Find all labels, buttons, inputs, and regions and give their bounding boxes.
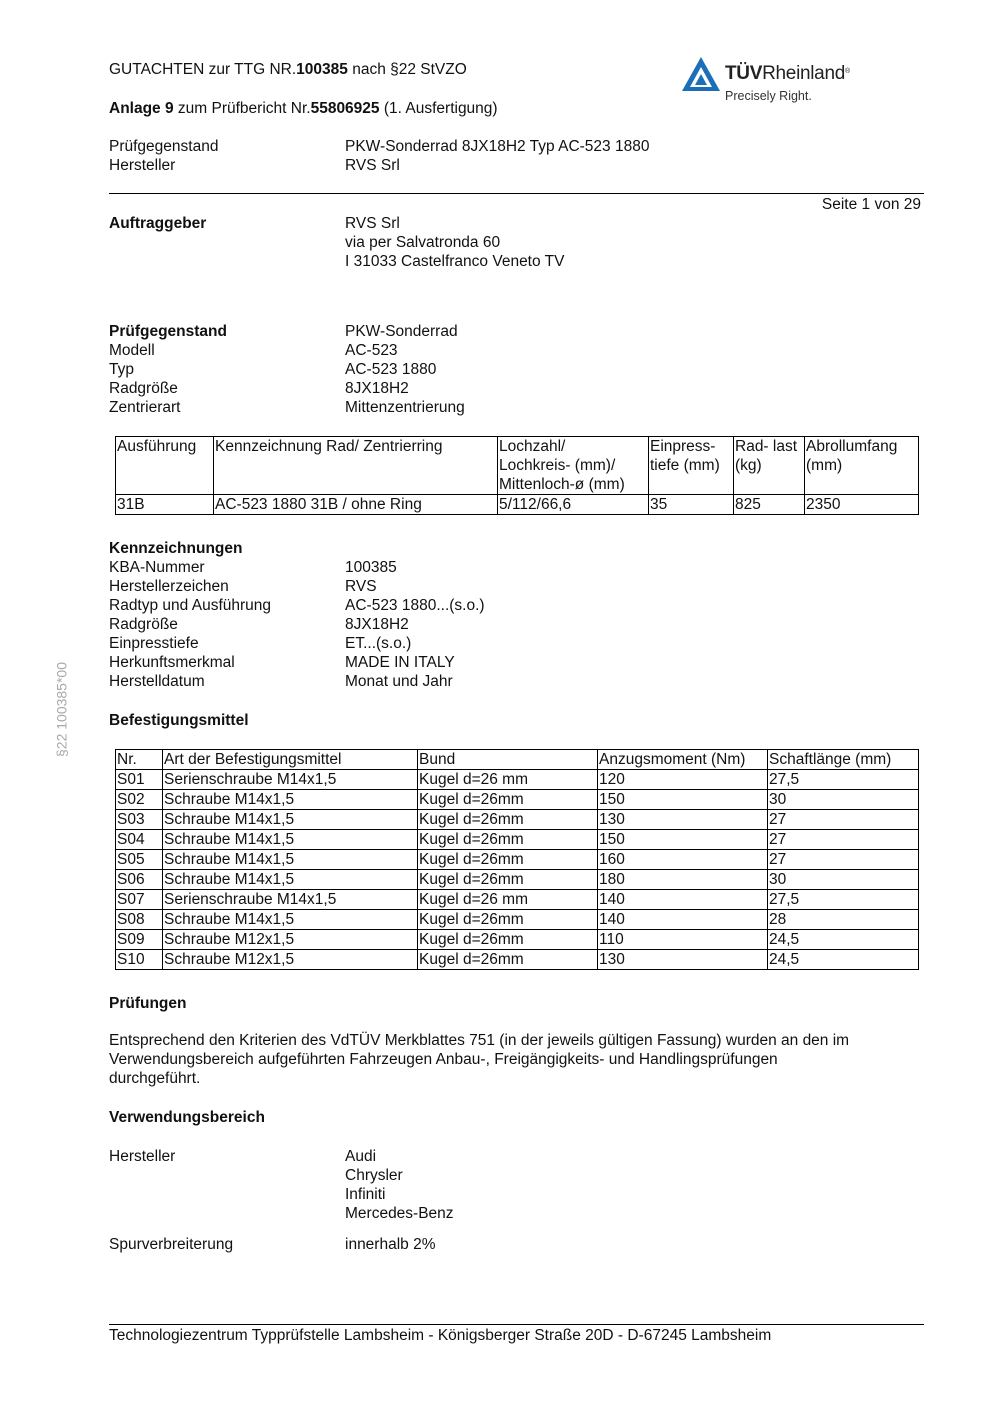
auftraggeber-address: [345, 214, 564, 271]
auftraggeber-block: [109, 214, 564, 271]
table-cell: S06: [116, 870, 163, 890]
spec-label: Radgröße: [109, 380, 178, 397]
table-cell: 27: [768, 810, 919, 830]
marking-value: 8JX18H2: [345, 616, 409, 633]
title-prefix: GUTACHTEN zur TTG NR.: [109, 61, 297, 78]
table-cell: 120: [598, 770, 768, 790]
side-stamp: §22 100385*00: [53, 662, 70, 757]
marking-value: ET...(s.o.): [345, 635, 412, 652]
table-row: [116, 870, 919, 890]
table-header-cell: Einpress- tiefe (mm): [649, 437, 734, 495]
marking-label: Herstelldatum: [109, 673, 205, 690]
table-header-cell: Schaftlänge (mm): [768, 750, 919, 770]
table-row: [116, 950, 919, 970]
table-cell: S10: [116, 950, 163, 970]
table-cell: S09: [116, 930, 163, 950]
header-hersteller-label: Hersteller: [109, 157, 176, 174]
table-header-row: [116, 437, 919, 495]
kennzeichnungen-block: [109, 539, 485, 691]
table-cell: 24,5: [768, 950, 919, 970]
table-row: [116, 830, 919, 850]
spec-label: Zentrierart: [109, 399, 181, 416]
table-cell: Schraube M14x1,5: [163, 850, 418, 870]
table-row: [116, 770, 919, 790]
registered-mark: ®: [844, 68, 850, 75]
paragraph-line: durchgeführt.: [109, 1070, 201, 1087]
address-line: via per Salvatronda 60: [345, 234, 501, 251]
paragraph-line: Verwendungsbereich aufgeführten Fahrzeugen Anbau-, Freigängigkeits- und Handlingsprüfungen: [109, 1051, 778, 1068]
table-row: [116, 810, 919, 830]
table-cell: 5/112/66,6: [498, 495, 649, 515]
table-cell: S01: [116, 770, 163, 790]
table-cell: Schraube M14x1,5: [163, 790, 418, 810]
header-hersteller-value: RVS Srl: [345, 157, 400, 174]
table-header-cell: Art der Befestigungsmittel: [163, 750, 418, 770]
marking-value: AC-523 1880...(s.o.): [345, 597, 485, 614]
page-number: Seite 1 von 29: [821, 196, 921, 213]
footer-divider: [109, 1324, 924, 1325]
table-cell: 30: [768, 790, 919, 810]
anlage-line: [109, 99, 498, 118]
table-row: [116, 495, 919, 515]
verwendungsbereich-title: Verwendungsbereich: [109, 1109, 265, 1126]
table-cell: S03: [116, 810, 163, 830]
spur-value: innerhalb 2%: [345, 1236, 436, 1253]
table-cell: 2350: [805, 495, 919, 515]
table-cell: Kugel d=26 mm: [418, 770, 598, 790]
spec-value: AC-523 1880: [345, 361, 437, 378]
marking-label: KBA-Nummer: [109, 559, 205, 576]
kennzeichnungen-title: Kennzeichnungen: [109, 540, 243, 557]
table-cell: 825: [734, 495, 805, 515]
header-pruefgegenstand-label: Prüfgegenstand: [109, 138, 219, 155]
table-row: [116, 890, 919, 910]
table-cell: S02: [116, 790, 163, 810]
table-header-cell: Anzugsmoment (Nm): [598, 750, 768, 770]
table-cell: S07: [116, 890, 163, 910]
table-cell: 27: [768, 850, 919, 870]
table-header-cell: Kennzeichnung Rad/ Zentrierring: [214, 437, 498, 495]
table-cell: Kugel d=26mm: [418, 790, 598, 810]
table-cell: Kugel d=26 mm: [418, 890, 598, 910]
spec-value: PKW-Sonderrad: [345, 323, 458, 340]
anlage-mid: zum Prüfbericht Nr.: [173, 100, 311, 117]
pruefbericht-number: 55806925: [310, 100, 380, 117]
table-row: [116, 930, 919, 950]
footer-text: Technologiezentrum Typprüfstelle Lambsheim - Königsberger Straße 20D - D-67245 Lambsheim: [109, 1327, 772, 1344]
list-item: Mercedes-Benz: [345, 1205, 454, 1222]
ttg-number: 100385: [296, 61, 348, 78]
table-cell: 27,5: [768, 890, 919, 910]
table-cell: 130: [598, 950, 768, 970]
table-header-cell: Ausführung: [116, 437, 214, 495]
marking-label: Herstellerzeichen: [109, 578, 229, 595]
list-item: Audi: [345, 1148, 377, 1165]
table-cell: Kugel d=26mm: [418, 870, 598, 890]
list-item: Infiniti: [345, 1186, 386, 1203]
pruefgegenstand-block: [109, 322, 465, 417]
spurverbreiterung-row: [109, 1235, 435, 1254]
report-title-line: [109, 60, 467, 79]
table-cell: Kugel d=26mm: [418, 930, 598, 950]
pruefungen-text: [109, 1031, 929, 1088]
table-cell: Kugel d=26mm: [418, 810, 598, 830]
table-cell: 140: [598, 890, 768, 910]
table-cell: 160: [598, 850, 768, 870]
spur-label: Spurverbreiterung: [109, 1236, 234, 1253]
marking-value: 100385: [345, 559, 397, 576]
pruefungen-title: Prüfungen: [109, 995, 187, 1012]
table-cell: 31B: [116, 495, 214, 515]
table-cell: 150: [598, 830, 768, 850]
marking-label: Herkunftsmerkmal: [109, 654, 235, 671]
table-cell: Kugel d=26mm: [418, 950, 598, 970]
table-row: [116, 910, 919, 930]
marking-value: Monat und Jahr: [345, 673, 453, 690]
address-line: RVS Srl: [345, 215, 400, 232]
table-cell: 140: [598, 910, 768, 930]
spec-label: Prüfgegenstand: [109, 323, 227, 340]
address-line: I 31033 Castelfranco Veneto TV: [345, 253, 565, 270]
hersteller-label: Hersteller: [109, 1148, 176, 1165]
table-cell: 110: [598, 930, 768, 950]
befestigung-table: [115, 749, 919, 970]
header-subject: [109, 137, 649, 175]
table-cell: Kugel d=26mm: [418, 910, 598, 930]
tuv-tagline: Precisely Right.: [725, 89, 812, 103]
table-cell: S05: [116, 850, 163, 870]
table-cell: Serienschraube M14x1,5: [163, 890, 418, 910]
table-cell: 130: [598, 810, 768, 830]
tuv-logo: [680, 55, 880, 105]
spec-label: Typ: [109, 361, 134, 378]
befestigung-title: Befestigungsmittel: [109, 712, 249, 729]
table-cell: 24,5: [768, 930, 919, 950]
table-cell: Serienschraube M14x1,5: [163, 770, 418, 790]
marking-label: Einpresstiefe: [109, 635, 199, 652]
spec-value: AC-523: [345, 342, 398, 359]
tuv-brand: [725, 64, 850, 83]
marking-label: Radtyp und Ausführung: [109, 597, 272, 614]
table-cell: S04: [116, 830, 163, 850]
marking-value: MADE IN ITALY: [345, 654, 455, 671]
brand-light: Rheinland: [762, 63, 845, 84]
paragraph-line: Entsprechend den Kriterien des VdTÜV Merkblattes 751 (in der jeweils gültigen Fassung) wurden an den im: [109, 1032, 850, 1049]
table-header-row: [116, 750, 919, 770]
anlage-number: Anlage 9: [109, 100, 174, 117]
table-cell: 30: [768, 870, 919, 890]
table-row: [116, 850, 919, 870]
table-cell: Schraube M14x1,5: [163, 910, 418, 930]
table-header-cell: Lochzahl/ Lochkreis- (mm)/ Mittenloch-ø (mm): [498, 437, 649, 495]
table-cell: Schraube M12x1,5: [163, 930, 418, 950]
table-cell: Kugel d=26mm: [418, 830, 598, 850]
table-cell: 27,5: [768, 770, 919, 790]
table-cell: 35: [649, 495, 734, 515]
hersteller-list: [345, 1147, 454, 1223]
table-header-cell: Nr.: [116, 750, 163, 770]
table-cell: Schraube M12x1,5: [163, 950, 418, 970]
table-header-cell: Bund: [418, 750, 598, 770]
spec-value: 8JX18H2: [345, 380, 409, 397]
table-cell: 28: [768, 910, 919, 930]
list-item: Chrysler: [345, 1167, 403, 1184]
table-cell: S08: [116, 910, 163, 930]
table-cell: Schraube M14x1,5: [163, 830, 418, 850]
table-header-cell: Abrollumfang (mm): [805, 437, 919, 495]
marking-label: Radgröße: [109, 616, 178, 633]
table-row: [116, 790, 919, 810]
brand-bold: TÜV: [725, 63, 763, 84]
anlage-suffix: (1. Ausfertigung): [379, 100, 498, 117]
ausfuehrung-table: [115, 436, 919, 515]
auftraggeber-label: Auftraggeber: [109, 215, 207, 232]
title-suffix: nach §22 StVZO: [347, 61, 467, 78]
header-pruefgegenstand-value: PKW-Sonderrad 8JX18H2 Typ AC-523 1880: [345, 138, 650, 155]
table-cell: 180: [598, 870, 768, 890]
header-divider: [109, 193, 924, 194]
verwendungsbereich-hersteller: [109, 1147, 454, 1223]
table-header-cell: Rad- last (kg): [734, 437, 805, 495]
spec-label: Modell: [109, 342, 155, 359]
table-cell: Schraube M14x1,5: [163, 810, 418, 830]
spec-value: Mittenzentrierung: [345, 399, 465, 416]
tuv-triangle-icon: [681, 56, 721, 92]
table-cell: Schraube M14x1,5: [163, 870, 418, 890]
table-cell: Kugel d=26mm: [418, 850, 598, 870]
table-cell: 150: [598, 790, 768, 810]
table-cell: AC-523 1880 31B / ohne Ring: [214, 495, 498, 515]
marking-value: RVS: [345, 578, 377, 595]
table-cell: 27: [768, 830, 919, 850]
